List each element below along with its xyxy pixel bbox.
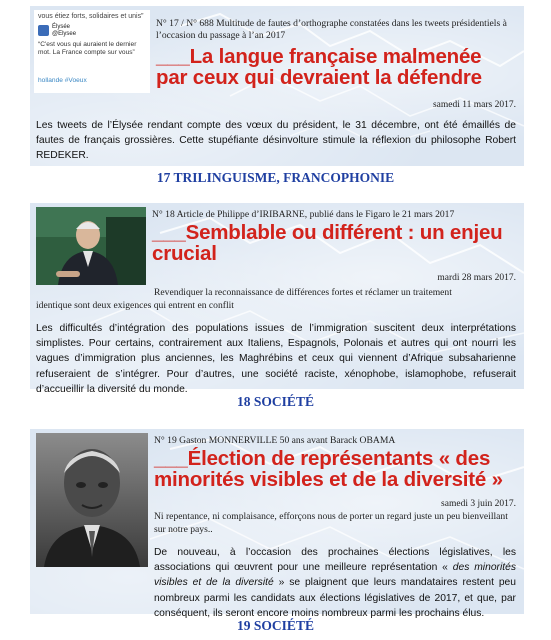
tweet-thumbnail [34, 10, 150, 93]
section-label[interactable]: 17 TRILINGUISME, FRANCOPHONIE [156, 170, 395, 185]
author-photo [36, 207, 146, 285]
article-title[interactable]: ___Élection de représentants « des minorités visibles et de la diversité » [154, 447, 503, 491]
tweet-top-line: vous étiez forts, solidaires et unis” [38, 13, 144, 20]
tweet-hashtags: hollande #Voeux [38, 77, 87, 84]
article-date: samedi 3 juin 2017. [441, 499, 516, 509]
article-date: mardi 28 mars 2017. [437, 273, 516, 283]
article-header: N° 18 Article de Philippe d’IRIBARNE, publié dans le Figaro le 21 mars 2017 [152, 209, 455, 220]
article-card-19 [30, 429, 524, 619]
article-card-18 [30, 203, 524, 395]
section-label[interactable]: 18 SOCIÉTÉ [237, 394, 314, 409]
article-title[interactable]: ___Semblable ou différent : un enjeu crucial [152, 221, 503, 265]
article-body [154, 545, 516, 621]
article-header: N° 17 / N° 688 Multitude de fautes d’orthographe constatées dans les tweets présidentiels à l’occasion du passage à l’an 2017 [156, 18, 507, 41]
article-body-text-end: » se plaignent que leurs mandataires restent peu nombreux parmi les candidats aux élections législatives de 2017, et que, par conséquent, ils seront encore moins nombreux parmi les prochains élus. [154, 577, 516, 619]
article-header: N° 19 Gaston MONNERVILLE 50 ans avant Barack OBAMA [154, 435, 396, 446]
article-body-italic: des minorités visibles et de la diversité [154, 562, 517, 589]
tweet-account [52, 24, 76, 38]
article-intro: Ni repentance, ni complaisance, efforçons nous de porter un regard juste un peu bienveillant sur notre pays.. [154, 511, 508, 535]
article-body: Les tweets de l’Élysée rendant compte des vœux du président, le 31 décembre, ont été émaillés de fautes de français grossières. Cette stupéfiante désinvolture stimule la réflexion du philosophe Robert REDEKER. [36, 120, 516, 162]
portrait-photo [36, 433, 148, 567]
article-body: Les difficultés d’intégration des populations issues de l’immigration suscitent deux interprétations simplistes. Pour certains, contrairement aux Italiens, Espagnols, Polonais et autres qui ont nourri les vagues d’immigration plus anciennes, les Maghrébins et ceux qui viennent d’Afrique subsaharienne refuseraient de s’intégrer. Pour d’autres, une société raciste, xénophobe, islamophobe, refuserait d’accueillir la diversité du monde. [36, 323, 516, 395]
tweet-account-handle: @Elysee [52, 31, 77, 37]
article-card-17 [30, 6, 524, 166]
tweet-quote: “C'est vous qui auraient le dernier mot. La France compte sur vous” [38, 41, 137, 56]
article-title[interactable]: ___La langue française malmenée par ceux qui devraient la défendre [156, 45, 482, 89]
article-body-text: De nouveau, à l’occasion des prochaines élections législatives, les associations qui œuvrent pour une meilleure représentation « [154, 547, 516, 574]
article-date: samedi 11 mars 2017. [432, 100, 516, 110]
section-label[interactable]: 19 SOCIÉTÉ [237, 618, 314, 633]
tweet-account-name: Élysée [52, 24, 71, 30]
elysee-avatar [38, 25, 49, 36]
article-intro: Revendiquer la reconnaissance de différences fortes et réclamer un traitement identique sont deux exigences qui entrent en conflit [36, 287, 452, 311]
